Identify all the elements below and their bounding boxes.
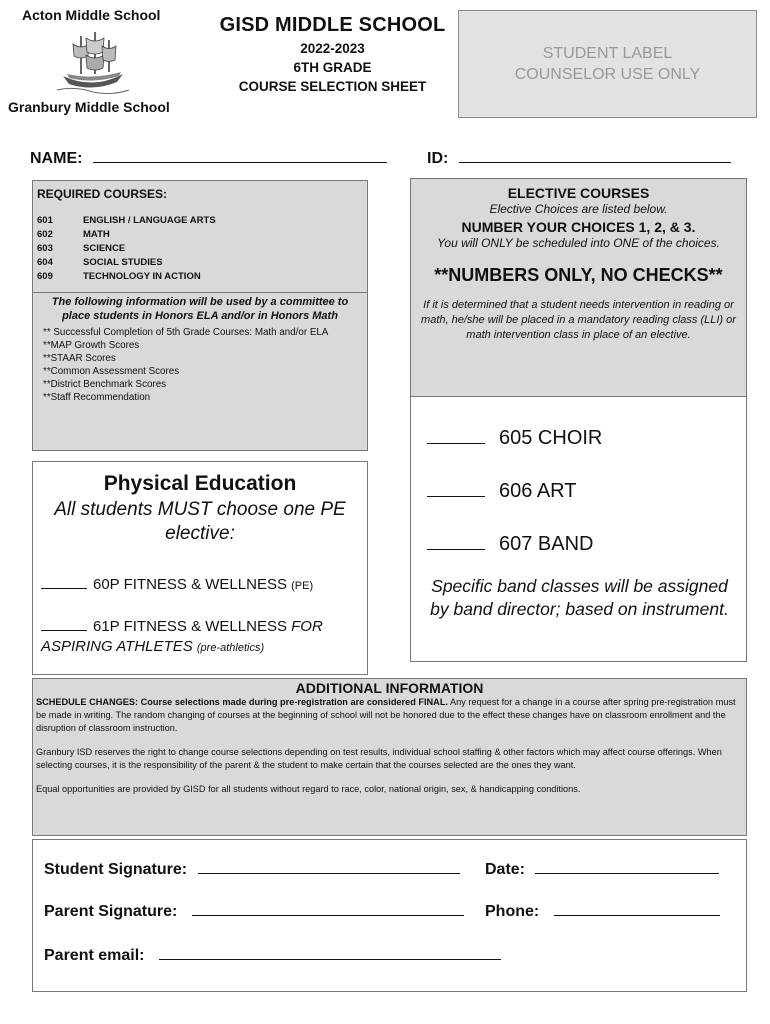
required-courses-heading: REQUIRED COURSES: xyxy=(37,187,168,201)
id-field[interactable] xyxy=(427,150,731,168)
student-signature-label: Student Signature: xyxy=(44,861,188,878)
criteria-item: **District Benchmark Scores xyxy=(43,379,167,390)
choice-blank[interactable] xyxy=(427,534,485,550)
pe-option-label: 61P FITNESS & WELLNESS xyxy=(93,618,287,635)
ship-logo-icon xyxy=(55,30,130,96)
equal-opportunity-paragraph: Equal opportunities are provided by GISD for all students without regard to race, color, national origin, sex, & handicapping conditions. xyxy=(36,784,581,794)
course-name: ENGLISH / LANGUAGE ARTS xyxy=(83,215,216,226)
course-number: 602 xyxy=(37,229,53,240)
parent-email-label: Parent email: xyxy=(44,947,145,964)
schedule-changes-bold: SCHEDULE CHANGES: Course selections made during pre-registration are considered FINAL. xyxy=(36,697,448,707)
pe-option-fitness xyxy=(41,576,313,593)
choice-label: 606 ART xyxy=(499,480,577,502)
required-courses-section xyxy=(33,181,367,293)
label-line-1: STUDENT LABEL xyxy=(542,45,673,62)
elective-listed-note: Elective Choices are listed below. xyxy=(489,202,668,216)
parent-email-line[interactable] xyxy=(159,947,501,960)
id-input-line[interactable] xyxy=(459,150,731,163)
pe-title: Physical Education xyxy=(103,472,297,495)
elective-title: ELECTIVE COURSES xyxy=(507,185,650,201)
choice-blank[interactable] xyxy=(427,428,485,444)
honors-note: The following information will be used by a committee to place students in Honors ELA and/or in Honors Math xyxy=(51,296,349,322)
course-row xyxy=(37,215,363,229)
course-row xyxy=(37,257,363,271)
student-signature-line[interactable] xyxy=(198,861,460,874)
schedule-changes-paragraph xyxy=(36,696,743,735)
required-courses-box xyxy=(32,180,368,451)
grade-level: 6TH GRADE xyxy=(293,60,372,75)
pe-option-blank[interactable] xyxy=(41,576,87,589)
reserves-paragraph: Granbury ISD reserves the right to change course selections depending on test results, individual school staffing & other factors which may affect course offerings. When selecting courses, it is the responsibility of the parent & the student to make certain that the courses selected are the ones they want. xyxy=(36,747,722,770)
honors-criteria-list xyxy=(43,326,357,404)
criteria-item: **Common Assessment Scores xyxy=(43,366,180,377)
school-year: 2022-2023 xyxy=(300,41,365,56)
student-signature-field[interactable] xyxy=(44,861,460,879)
required-course-list xyxy=(37,215,363,285)
school-name-acton: Acton Middle School xyxy=(22,7,161,23)
form-header xyxy=(215,14,450,94)
criteria-item: **MAP Growth Scores xyxy=(43,340,140,351)
course-row xyxy=(37,229,363,243)
info-title: ADDITIONAL INFORMATION xyxy=(295,680,484,696)
phone-label: Phone: xyxy=(485,903,540,920)
course-name: MATH xyxy=(83,229,110,240)
pe-option-athletes xyxy=(41,617,361,658)
name-input-line[interactable] xyxy=(93,150,387,163)
elective-choice-choir xyxy=(427,427,602,450)
schedule-changes-text: Any request for a change in a course after spring pre-registration must be made in writing. The random changing of courses at the beginning of school will not be honored due to the effect these changes have on classroom enrollment and the disruption of classroom instruction. xyxy=(36,697,736,733)
parent-signature-line[interactable] xyxy=(192,903,464,916)
elective-choice-art xyxy=(427,480,576,503)
name-label: NAME: xyxy=(30,150,83,167)
choice-label: 607 BAND xyxy=(499,533,594,555)
only-one-note: You will ONLY be scheduled into ONE of the choices. xyxy=(437,236,720,250)
parent-signature-field[interactable] xyxy=(44,903,464,921)
parent-signature-label: Parent Signature: xyxy=(44,903,178,920)
course-name: TECHNOLOGY IN ACTION xyxy=(83,271,201,282)
numbers-only-note: **NUMBERS ONLY, NO CHECKS** xyxy=(434,265,723,285)
choice-blank[interactable] xyxy=(427,481,485,497)
label-line-2: COUNSELOR USE ONLY xyxy=(514,66,701,83)
elective-choices-box xyxy=(410,397,747,662)
course-row xyxy=(37,243,363,257)
pe-option-blank[interactable] xyxy=(41,618,87,631)
date-line[interactable] xyxy=(535,861,719,874)
pe-subtitle: All students MUST choose one PE elective: xyxy=(54,499,346,544)
pe-option-tag: (PE) xyxy=(291,580,314,592)
signature-box xyxy=(32,839,747,992)
course-name: SOCIAL STUDIES xyxy=(83,257,163,268)
elective-courses-box xyxy=(410,178,747,397)
date-label: Date: xyxy=(485,861,526,878)
date-field[interactable] xyxy=(485,861,719,879)
criteria-item: ** Successful Completion of 5th Grade Courses: Math and/or ELA xyxy=(43,327,329,338)
course-number: 603 xyxy=(37,243,53,254)
name-field[interactable] xyxy=(30,150,387,168)
intervention-note: If it is determined that a student needs intervention in reading or math, he/she will be placed in a mandatory reading class (LLI) or math intervention class in place of an elective. xyxy=(421,299,736,341)
additional-information-box xyxy=(32,678,747,836)
sheet-name: COURSE SELECTION SHEET xyxy=(238,79,427,94)
choice-label: 605 CHOIR xyxy=(499,427,603,449)
course-number: 609 xyxy=(37,271,53,282)
school-name-granbury: Granbury Middle School xyxy=(8,99,170,115)
student-label-box xyxy=(458,10,757,118)
course-name: SCIENCE xyxy=(83,243,126,254)
physical-education-box xyxy=(32,461,368,675)
number-choices-note: NUMBER YOUR CHOICES 1, 2, & 3. xyxy=(461,219,696,235)
form-title: GISD MIDDLE SCHOOL xyxy=(219,14,446,36)
course-number: 601 xyxy=(37,215,53,226)
phone-line[interactable] xyxy=(554,903,720,916)
parent-email-field[interactable] xyxy=(44,947,501,965)
criteria-item: **STAAR Scores xyxy=(43,353,116,364)
course-number: 604 xyxy=(37,257,53,268)
elective-choice-band xyxy=(427,533,594,556)
course-row xyxy=(37,271,363,285)
pe-option-label: 60P FITNESS & WELLNESS xyxy=(93,576,287,593)
honors-section xyxy=(33,293,367,450)
band-note: Specific band classes will be assigned by band director; based on instrument. xyxy=(430,576,729,619)
criteria-item: **Staff Recommendation xyxy=(43,392,151,403)
phone-field[interactable] xyxy=(485,903,720,921)
pe-option-tag: (pre-athletics) xyxy=(196,642,265,654)
pe-option-italic: FOR ASPIRING ATHLETES xyxy=(41,618,323,655)
id-label: ID: xyxy=(427,150,449,167)
